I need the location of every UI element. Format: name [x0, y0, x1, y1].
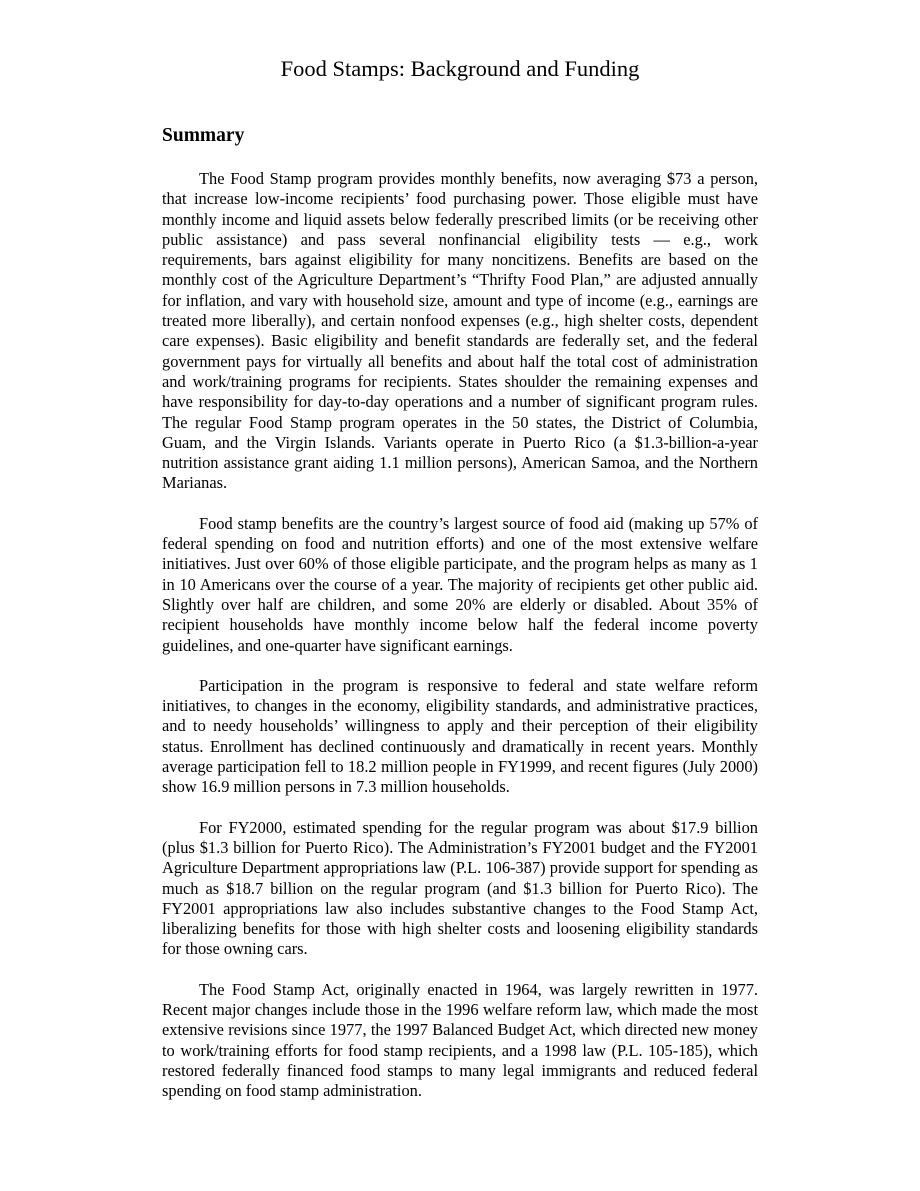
summary-paragraph-5: The Food Stamp Act, originally enacted in 1964, was largely rewritten in 1977. Recent major changes include those in the 1996 welfare reform law, which made the most extensive revisions since 1977, the 1997 Balanced Budget Act, which directed new money to work/training efforts for food stamp recipients, and a 1998 law (P.L. 105-185), which restored federally financed food stamps to many legal immigrants and reduced federal spending on food stamp administration. — [162, 979, 758, 1101]
summary-paragraph-2: Food stamp benefits are the country’s largest source of food aid (making up 57% of federal spending on food and nutrition efforts) and one of the most extensive welfare initiatives. Just over 60% of those eligible participate, and the program helps as many as 1 in 10 Americans over the course of a year. The majority of recipients get other public aid. Slightly over half are children, and some 20% are elderly or disabled. About 35% of recipient households have monthly income below half the federal income poverty guidelines, and one-quarter have significant earnings. — [162, 513, 758, 655]
document-title: Food Stamps: Background and Funding — [280, 56, 640, 81]
summary-paragraph-4: For FY2000, estimated spending for the regular program was about $17.9 billion (plus $1.3 billion for Puerto Rico). The Administration’s FY2001 budget and the FY2001 Agriculture Department appropriations law (P.L. 106-387) provide support for spending as much as $18.7 billion on the regular program (and $1.3 billion for Puerto Rico). The FY2001 appropriations law also includes substantive changes to the Food Stamp Act, liberalizing benefits for those with high shelter costs and loosening eligibility standards for those owning cars. — [162, 817, 758, 959]
section-heading-summary: Summary — [162, 125, 245, 146]
summary-paragraph-3: Participation in the program is responsive to federal and state welfare reform initiatives, to changes in the economy, eligibility standards, and administrative practices, and to needy households’ willingness to apply and their perception of their eligibility status. Enrollment has declined continuously and dramatically in recent years. Monthly average participation fell to 18.2 million people in FY1999, and recent figures (July 2000) show 16.9 million persons in 7.3 million households. — [162, 675, 758, 797]
summary-paragraph-1: The Food Stamp program provides monthly benefits, now averaging $73 a person, that increase low-income recipients’ food purchasing power. Those eligible must have monthly income and liquid assets below federally prescribed limits (or be receiving other public assistance) and pass several nonfinancial eligibility tests — e.g., work requirements, bars against eligibility for many noncitizens. Benefits are based on the monthly cost of the Agriculture Department’s “Thrifty Food Plan,” are adjusted annually for inflation, and vary with household size, amount and type of income (e.g., earnings are treated more liberally), and certain nonfood expenses (e.g., high shelter costs, dependent care expenses). Basic eligibility and benefit standards are federally set, and the federal government pays for virtually all benefits and about half the total cost of administration and work/training programs for recipients. States shoulder the remaining expenses and have responsibility for day-to-day operations and a number of significant program rules. The regular Food Stamp program operates in the 50 states, the District of Columbia, Guam, and the Virgin Islands. Variants operate in Puerto Rico (a $1.3-billion-a-year nutrition assistance grant aiding 1.1 million persons), American Samoa, and the Northern Marianas. — [162, 169, 758, 493]
summary-body — [162, 169, 758, 1121]
